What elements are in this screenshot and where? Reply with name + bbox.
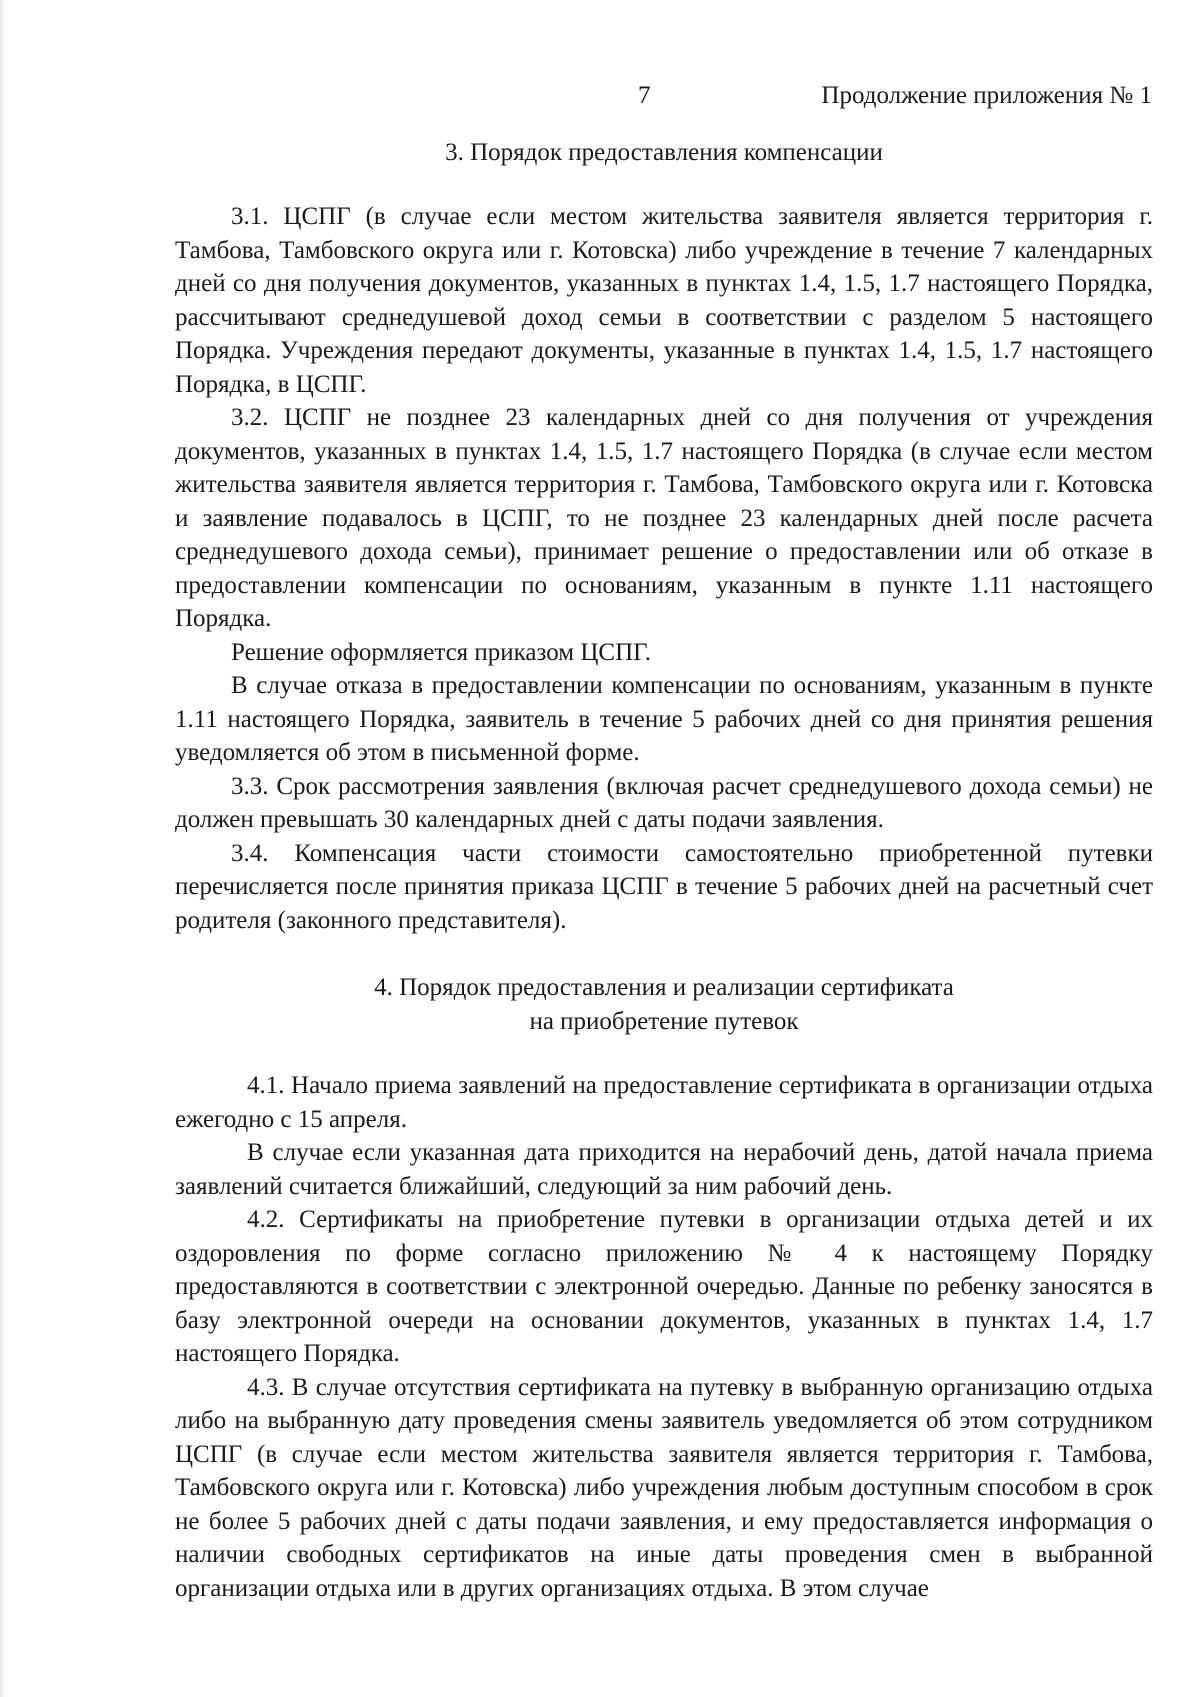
section-3-title: 3. Порядок предоставления компенсации [445, 139, 883, 166]
section-4-title-line-2: на приобретение путевок [529, 1008, 799, 1035]
section-4-title-line-1: 4. Порядок предоставления и реализации сертификата [374, 974, 954, 1001]
document-body [175, 136, 1153, 1605]
paragraph-4-1: 4.1. Начало приема заявлений на предоставление сертификата в организации отдыха ежегодно с 15 апреля. [175, 1072, 1153, 1133]
appendix-continuation-label: Продолжение приложения № 1 [821, 82, 1152, 109]
paragraph-4-2: 4.2. Сертификаты на приобретение путевки в организации отдыха детей и их оздоровления по форме согласно приложению № 4 к настоящему Порядку предоставляются в соответствии с электронной очередью. Данные по ребенку заносятся в базу электронной очереди на основании документов, указанных в пунктах 1.4, 1.7 настоящего Порядка. [175, 1206, 1153, 1367]
page-header [0, 78, 1200, 118]
paragraph-3-1: 3.1. ЦСПГ (в случае если местом жительства заявителя является территория г. Тамбова, Тамбовского округа или г. Котовска) либо учреждение в течение 7 календарных дней со дня получения документов, указанных в пунктах 1.4, 1.5, 1.7 настоящего Порядка, рассчитывают среднедушевой доход семьи в соответствии с разделом 5 настоящего Порядка. Учреждения передают документы, указанные в пунктах 1.4, 1.5, 1.7 настоящего Порядка, в ЦСПГ. [175, 203, 1153, 398]
paragraph-3-2: 3.2. ЦСПГ не позднее 23 календарных дней со дня получения от учреждения документов, указанных в пунктах 1.4, 1.5, 1.7 настоящего Порядка (в случае если местом жительства заявителя является территория г. Тамбова, Тамбовского округа или г. Котовска и заявление подавалось в ЦСПГ, то не позднее 23 календарных дней после расчета среднедушевого дохода семьи), принимает решение о предоставлении или об отказе в предоставлении компенсации по основаниям, указанным в пункте 1.11 настоящего Порядка. [175, 404, 1153, 632]
page-number: 7 [638, 82, 651, 109]
paragraph-date-shift: В случае если указанная дата приходится на нерабочий день, датой начала приема заявлений считается ближайший, следующий за ним рабочий день. [175, 1139, 1153, 1200]
paragraph-refusal: В случае отказа в предоставлении компенсации по основаниям, указанным в пункте 1.11 настоящего Порядка, заявитель в течение 5 рабочих дней со дня принятия решения уведомляется об этом в письменной форме. [175, 672, 1153, 766]
paragraph-3-3: 3.3. Срок рассмотрения заявления (включая расчет среднедушевого дохода семьи) не должен превышать 30 календарных дней с даты подачи заявления. [175, 772, 1153, 833]
paragraph-decision: Решение оформляется приказом ЦСПГ. [231, 638, 652, 666]
paragraph-4-3: 4.3. В случае отсутствия сертификата на путевку в выбранную организацию отдыха либо на выбранную дату проведения смены заявитель уведомляется об этом сотрудником ЦСПГ (в случае если местом жительства заявителя является территория г. Тамбова, Тамбовского округа или г. Котовска) либо учреждения любым доступным способом в срок не более 5 рабочих дней с даты подачи заявления, и ему предоставляется информация о наличии свободных сертификатов на иные даты проведения смен в выбранной организации отдыха или в других организациях отдыха. В этом случае [175, 1373, 1153, 1602]
scan-edge-shadow [0, 0, 6, 1697]
paragraph-3-4: 3.4. Компенсация части стоимости самостоятельно приобретенной путевки перечисляется после принятия приказа ЦСПГ в течение 5 рабочих дней на расчетный счет родителя (законного представителя). [175, 839, 1153, 934]
